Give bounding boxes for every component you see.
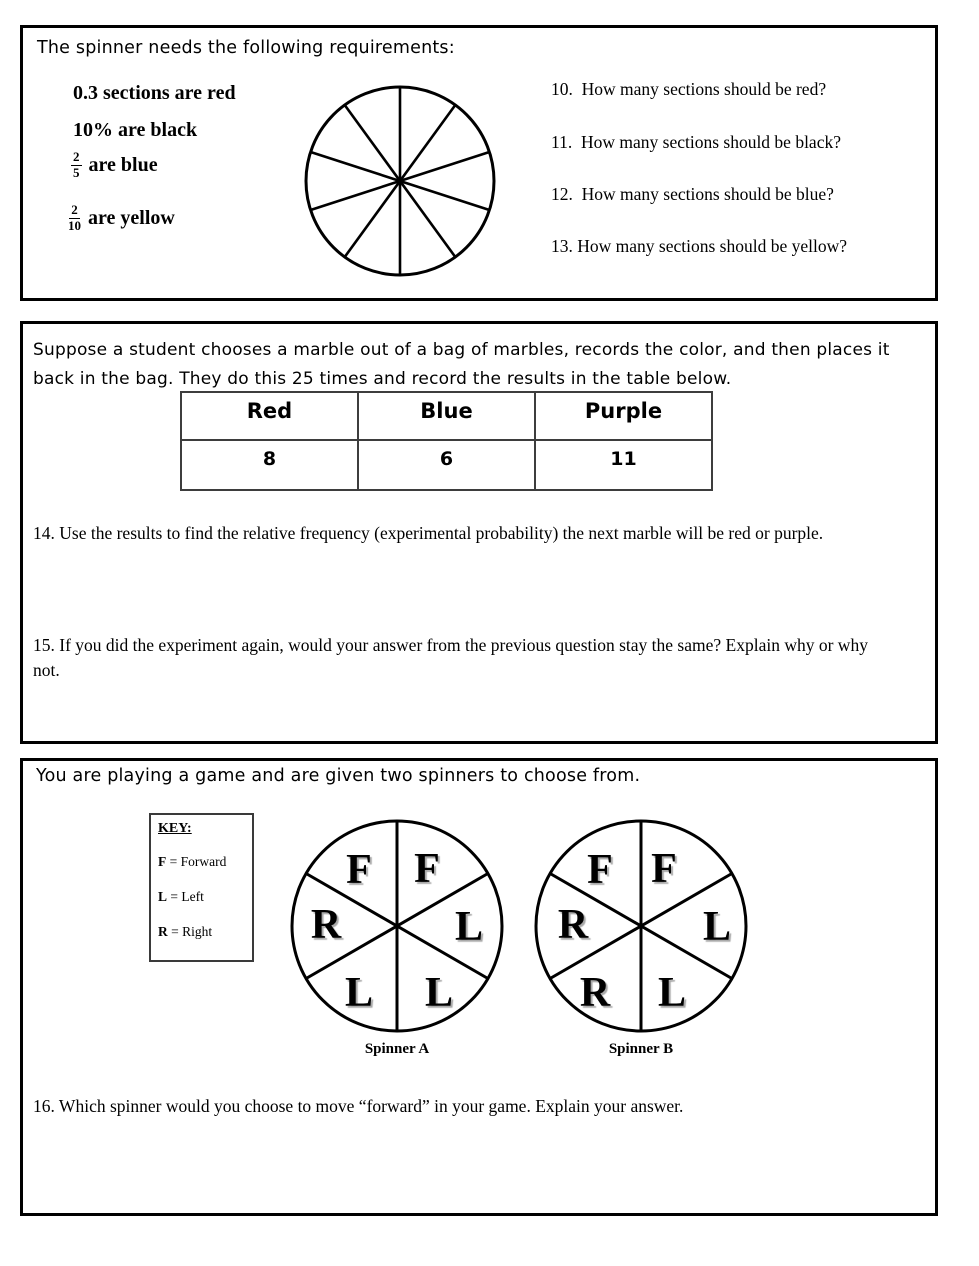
results-table-header-row xyxy=(181,392,712,440)
question-16: 16. Which spinner would you choose to move “forward” in your game. Explain your answer. xyxy=(33,1096,684,1116)
spinner-b-left-letter: R xyxy=(557,902,589,948)
question-10: 10. How many sections should be red? xyxy=(551,79,827,99)
spinner-a-diagram xyxy=(288,817,506,1035)
spinner-b-top-left-letter: F xyxy=(587,847,613,893)
spinner-b-label: Spinner B xyxy=(608,1041,674,1057)
fraction-two-fifths: $\frac{2}{5}$ xyxy=(73,149,80,180)
column-header-red: Red xyxy=(181,392,358,440)
question-13: 13. How many sections should be yellow? xyxy=(551,236,847,256)
fraction-two-tenths: $\frac{2}{10}$ xyxy=(68,202,81,233)
requirement-blue xyxy=(71,150,158,181)
spinner-a-right-letter: L xyxy=(454,904,484,950)
blank-spinner-diagram xyxy=(302,83,498,279)
spinner-a-top-right-letter: F xyxy=(414,846,440,892)
spinner-b-right-letter: L xyxy=(702,904,732,950)
spinner-a-left-letter: R xyxy=(310,902,342,948)
blank-spinner-svg xyxy=(302,83,498,279)
key-legend-title: KEY: xyxy=(158,821,192,836)
requirement-blue-label: are blue xyxy=(88,153,158,176)
section3-title: You are playing a game and are given two spinners to choose from. xyxy=(36,766,641,786)
spinner-a-bottom-right-letter: L xyxy=(424,970,454,1016)
question-11: 11. How many sections should be black? xyxy=(551,132,841,152)
spinner-b-top-right-letter: F xyxy=(651,846,677,892)
column-header-purple: Purple xyxy=(535,392,712,440)
spinner-b-bottom-right-letter: L xyxy=(657,970,687,1016)
spinner-b-diagram xyxy=(532,817,750,1035)
spinner-b-bottom-left-letter: R xyxy=(579,970,611,1016)
column-header-blue: Blue xyxy=(358,392,535,440)
requirement-red: 0.3 sections are red xyxy=(73,82,236,104)
requirement-yellow xyxy=(68,203,175,234)
key-entry-right: R = Right xyxy=(158,924,213,939)
results-table-value-row xyxy=(181,440,712,490)
spinner-a-bottom-left-letter: L xyxy=(344,970,374,1016)
requirement-yellow-label: are yellow xyxy=(88,206,175,229)
blue-count-cell: 6 xyxy=(358,440,535,490)
section2-intro: Suppose a student chooses a marble out of a bag of marbles, records the color, and then places it back in the bag. They do this 25 times and record the results in the table below. xyxy=(33,340,890,389)
key-entry-forward: F = Forward xyxy=(158,854,227,869)
red-count-cell: 8 xyxy=(181,440,358,490)
question-15: 15. If you did the experiment again, would your answer from the previous question stay the same? Explain why or why not. xyxy=(33,635,873,680)
question-14: 14. Use the results to find the relative frequency (experimental probability) the next marble will be red or purple. xyxy=(33,523,824,543)
requirement-black: 10% are black xyxy=(73,119,198,141)
spinner-a-label: Spinner A xyxy=(364,1041,430,1057)
spinner-a-top-left-letter: F xyxy=(346,847,372,893)
results-table xyxy=(180,391,713,491)
section1-title: The spinner needs the following requirements: xyxy=(37,38,455,58)
key-entry-left: L = Left xyxy=(158,889,204,904)
purple-count-cell: 11 xyxy=(535,440,712,490)
question-12: 12. How many sections should be blue? xyxy=(551,184,834,204)
